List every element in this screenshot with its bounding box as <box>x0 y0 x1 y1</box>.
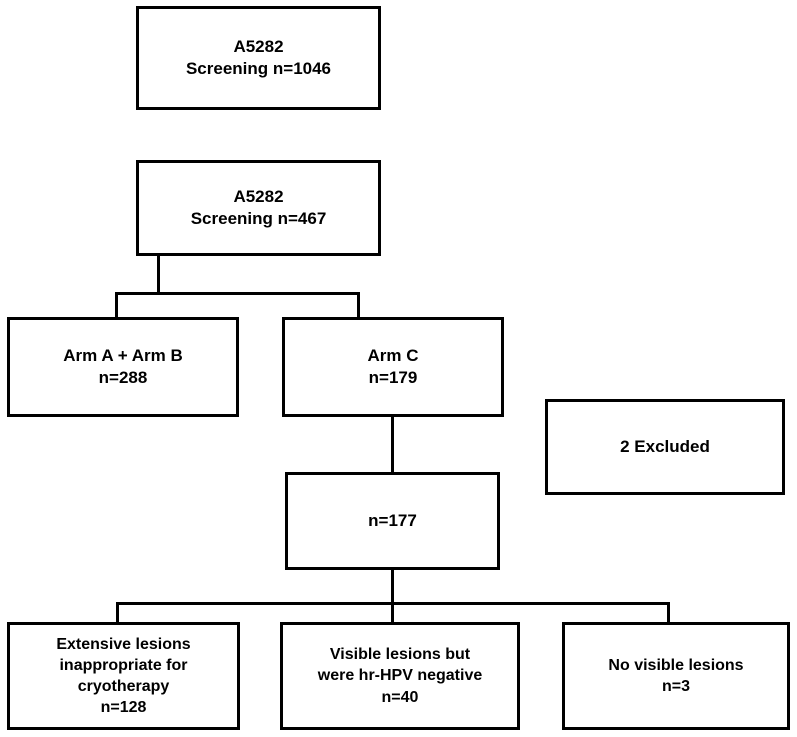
connector-drop-extensive <box>116 602 119 623</box>
node-line: 2 Excluded <box>620 436 710 456</box>
node-line: A5282 <box>233 36 284 56</box>
node-extensive-lesions <box>7 622 240 730</box>
connector-drop-visible <box>391 602 394 623</box>
node-line: n=128 <box>100 699 147 717</box>
node-arm-c <box>282 317 504 417</box>
node-screening-467 <box>136 160 381 256</box>
node-line: No visible lesions <box>608 656 744 674</box>
node-line: Arm A + Arm B <box>63 345 183 365</box>
node-line: n=179 <box>368 368 418 387</box>
connector-armc-to-n177 <box>391 417 394 472</box>
node-line: n=177 <box>368 510 417 530</box>
node-line: n=3 <box>661 678 690 695</box>
node-line: inappropriate for <box>59 656 188 674</box>
node-line: Extensive lesions <box>56 635 191 653</box>
connector-drop-no-visible <box>667 602 670 623</box>
node-line: Arm C <box>367 345 419 365</box>
node-line: A5282 <box>233 186 284 206</box>
node-screening-1046 <box>136 6 381 110</box>
node-arm-a-plus-arm-b <box>7 317 239 417</box>
node-excluded <box>545 399 785 495</box>
node-no-visible-lesions <box>562 622 790 730</box>
node-line: Screening n=1046 <box>185 59 332 78</box>
connector-screening467-down <box>157 256 160 292</box>
connector-drop-arm-ab <box>115 292 118 318</box>
connector-drop-arm-c <box>357 292 360 318</box>
node-line: n=288 <box>98 368 148 387</box>
node-line: Screening n=467 <box>190 209 327 228</box>
node-line: n=40 <box>381 688 419 706</box>
node-visible-lesions-hrhpv-negative <box>280 622 520 730</box>
node-line: were hr-HPV negative <box>317 667 483 685</box>
connector-n177-down <box>391 570 394 602</box>
node-line: cryotherapy <box>77 678 170 695</box>
connector-split-bar-arms <box>115 292 360 295</box>
node-line: Visible lesions but <box>329 646 471 664</box>
node-n-177 <box>285 472 500 570</box>
